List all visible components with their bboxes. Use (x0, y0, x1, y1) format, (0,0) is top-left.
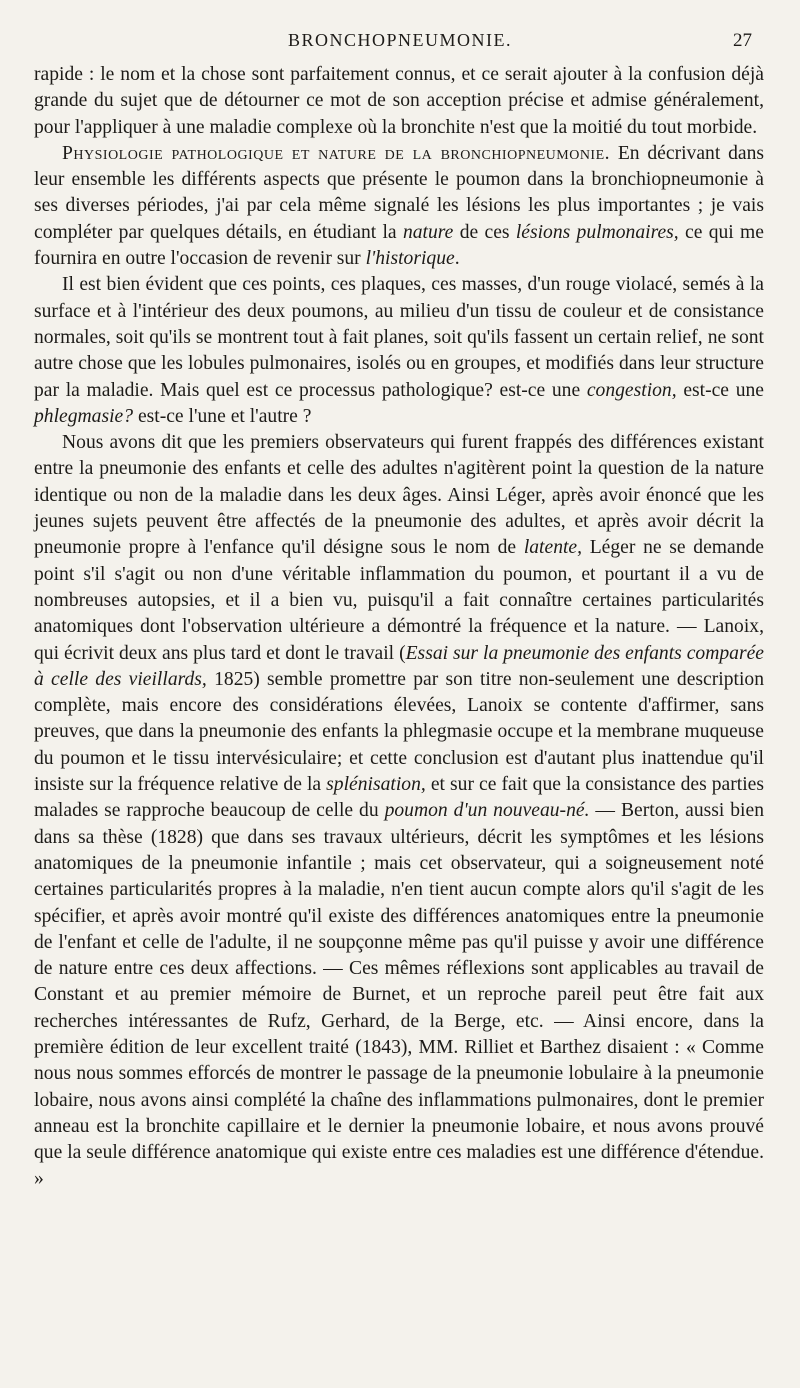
page-header (0, 30, 800, 56)
paragraph-text: Nous avons dit que les premiers observateurs qui furent frappés des différences existant entre la pneumonie des enfants et celle des adultes n'agitèrent point la question de la nature identique ou non de la maladie dans les deux âges. Ainsi Léger, après avoir énoncé que les jeunes sujets peuvent être affectés de la pneumonie des adultes, et après avoir décrit la pneumonie propre à l'enfance qu'il désigne sous le nom de (34, 432, 764, 559)
paragraph-text: et sur ce fait que la consistance des parties malades se rapproche beaucoup de celle du (34, 774, 764, 822)
paragraph-physiologie (34, 141, 764, 272)
paragraph-text: de ces (453, 221, 516, 243)
italic-term: splénisation, (326, 774, 426, 796)
italic-term: l'historique (365, 248, 455, 270)
paragraph-historique (34, 430, 764, 1193)
paragraph-text: ce qui me fournira en outre l'occasion de revenir sur (34, 221, 764, 270)
italic-term: nature (402, 221, 454, 243)
paragraph-text: rapide : le nom et la chose sont parfaitement connus, et ce serait ajouter à la confusion déjà grande du sujet que de détourner ce mot de son acception précise et admise généralement, pour l'appliquer à une maladie complexe où la bronchite n'est que la moitié du tout morbide. (34, 64, 764, 138)
paragraph-evidence (34, 272, 764, 430)
paragraph-text: — Berton, aussi bien dans sa thèse (1828) que dans ses travaux ultérieurs, décrit les symptômes et les lésions anatomiques de la pneumonie infantile ; mais cet observateur, qui a soigneusement noté certaines particularités propres à la maladie, n'en tient aucun compte alors qu'il s'agit de les spécifier, et après avoir montré qu'il existe des différences anatomiques entre la pneumonie de l'enfant et celle de l'adulte, il ne soupçonne même pas qu'il puisse y avoir une différence de nature entre ces deux affections. — Ces mêmes réflexions sont applicables au travail de Constant et au premier mémoire de Burnet, et un reproche pareil peut être fait aux recherches intéressantes de Rufz, Gerhard, de la Berge, etc. — Ainsi encore, dans la première édition de leur excellent traité (1843), MM. Rilliet et Barthez disaient : « Comme nous nous sommes efforcés de montrer le passage de la pneumonie lobulaire à la pneumonie lobaire, nous avons ainsi complété la chaîne des inflammations pulmonaires, dont le premier anneau est la bronchite capillaire et le dernier la pneumonie lobaire, et nous avons prouvé que la seule différence anatomique qui existe entre ces maladies est une différence d'étendue. » (34, 800, 764, 1190)
page-number: 27 (733, 30, 752, 51)
paragraph-text: En décrivant dans leur ensemble les différents aspects que présente le poumon dans la bronchiopneumonie à ses diverses périodes, j'ai par cela même signalé les lésions les plus importantes ; je vais compléter par quelques détails, en étudiant la (34, 142, 764, 243)
paragraph-text: Il est bien évident que ces points, ces plaques, ces masses, d'un rouge violacé, semés à la surface et à l'intérieur des deux poumons, au milieu d'un tissu de couleur et de consistance normales, soit qu'ils se montrent tout à fait planes, soit qu'ils fassent un certain relief, ne sont autre chose que les lobules pulmonaires, isolés ou en groupes, et modifiés dans leur structure par la maladie. Mais quel est ce processus pathologique? est-ce une (34, 274, 764, 401)
paragraph-text: . (454, 248, 460, 270)
italic-term: poumon d'un nouveau-né. (384, 800, 590, 822)
running-title: BRONCHOPNEUMONIE. (287, 30, 512, 50)
paragraph-continuation (34, 62, 764, 141)
paragraph-text: est-ce une (676, 379, 764, 401)
italic-term: phlegmasie? (34, 405, 134, 427)
italic-term: latente, (523, 537, 583, 559)
italic-term: lésions pulmonaires, (515, 221, 679, 243)
italic-term: congestion, (586, 379, 677, 401)
paragraph-text: est-ce l'une et l'autre ? (133, 405, 312, 427)
paragraph-text: Léger ne se demande point s'il s'agit ou non d'une véritable inflammation du poumon, et pourtant il a vu de nombreuses autopsies, et il a bien vu, puisqu'il a fait connaître certaines particularités anatomiques dont l'observation ultérieure a démontré la fréquence et la nature. — Lanoix, qui écrivit deux ans plus tard et dont le travail ( (34, 537, 764, 664)
page-body (34, 62, 764, 1193)
paragraph-text: 1825) semble promettre par son titre non-seulement une description complète, mais encore des considérations élevées, Lanoix se contente d'affirmer, sans preuves, que dans la pneumonie des enfants la phlegmasie occupe et la membrane muqueuse du poumon et le tissu intervésiculaire; et cette conclusion est d'autant plus inattendue qu'il insiste sur la fréquence relative de la (34, 668, 764, 796)
section-heading: Physiologie pathologique et nature de la bronchiopneumonie. (62, 142, 611, 164)
italic-title: Essai sur la pneumonie des enfants comparée à celle des vieillards, (34, 642, 764, 690)
